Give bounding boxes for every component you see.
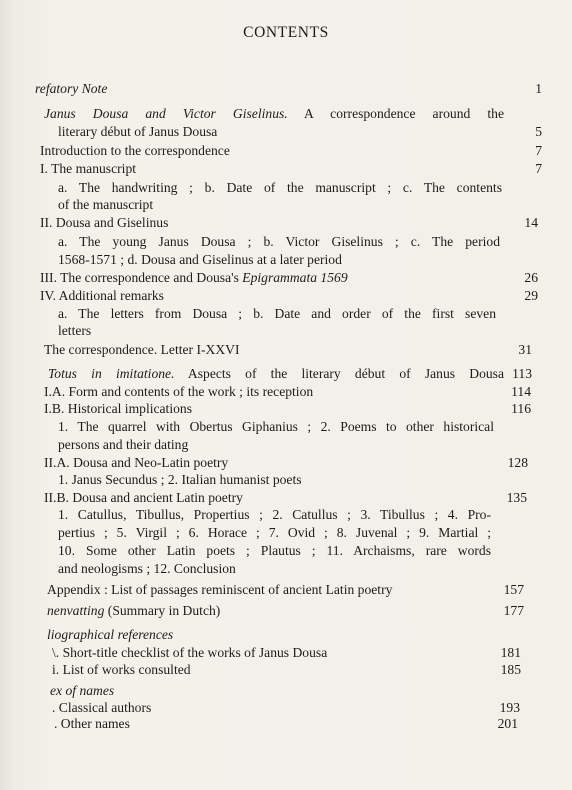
toc-page-number: 114 bbox=[511, 384, 531, 399]
toc-entry bbox=[50, 683, 114, 699]
toc-entry bbox=[40, 270, 348, 286]
toc-entry-text: II.A. Dousa and Neo-Latin poetry bbox=[44, 455, 229, 470]
toc-page-number: 181 bbox=[500, 645, 521, 660]
toc-page-number: 201 bbox=[497, 716, 518, 731]
toc-entry bbox=[35, 81, 107, 97]
toc-entry bbox=[54, 716, 130, 732]
toc-page-number: 1 bbox=[535, 81, 542, 96]
toc-entry bbox=[40, 161, 136, 177]
toc-entry-text: Aspects of the literary début of Janus Dousa bbox=[174, 366, 504, 381]
toc-entry-text: pertius ; 5. Virgil ; 6. Horace ; 7. Ovid ; 8. Juvenal ; 9. Martial ; bbox=[58, 525, 491, 540]
toc-entry-text: a. The young Janus Dousa ; b. Victor Giselinus ; c. The period bbox=[58, 234, 500, 249]
toc-entry bbox=[58, 561, 236, 577]
toc-entry-text: I. The manuscript bbox=[40, 161, 137, 176]
toc-entry bbox=[44, 106, 504, 122]
toc-entry bbox=[58, 419, 494, 435]
toc-entry bbox=[52, 662, 191, 678]
toc-entry-text: II.B. Dousa and ancient Latin poetry bbox=[44, 490, 243, 505]
toc-page-number: 128 bbox=[507, 455, 528, 470]
toc-entry-text: i. List of works consulted bbox=[52, 662, 191, 677]
toc-entry bbox=[40, 215, 168, 231]
toc-entry-text: 10. Some other Latin poets ; Plautus ; 11. Archaisms, rare words bbox=[58, 543, 491, 558]
toc-page-number: 135 bbox=[506, 490, 527, 505]
toc-entry-text: 1. The quarrel with Obertus Giphanius ; 2. Poems to other historical bbox=[58, 419, 494, 434]
toc-entry bbox=[47, 582, 392, 598]
toc-entry-text: of the manuscript bbox=[58, 197, 154, 212]
toc-entry-text: Introduction to the correspondence bbox=[40, 143, 230, 158]
toc-entry-italic-text: refatory Note bbox=[35, 81, 108, 96]
toc-page-number: 116 bbox=[511, 401, 531, 416]
toc-entry-italic-text: ex of names bbox=[50, 683, 115, 698]
toc-entry-text: literary début of Janus Dousa bbox=[58, 124, 218, 139]
toc-page-number: 29 bbox=[524, 288, 538, 303]
toc-page-number: 193 bbox=[499, 700, 520, 715]
toc-entry bbox=[40, 288, 164, 304]
toc-entry-text: The correspondence. Letter I-XXVI bbox=[44, 342, 240, 357]
toc-entry-text: . Classical authors bbox=[52, 700, 152, 715]
toc-entry-text: a. The handwriting ; b. Date of the manuscript ; c. The contents bbox=[58, 180, 502, 195]
toc-entry-text: I.B. Historical implications bbox=[44, 401, 192, 416]
toc-entry bbox=[44, 384, 313, 400]
toc-entry-text: letters bbox=[58, 323, 92, 338]
toc-entry bbox=[58, 306, 496, 322]
toc-entry-italic-text: nenvatting bbox=[47, 603, 105, 618]
toc-entry-text: 1. Janus Secundus ; 2. Italian humanist poets bbox=[58, 472, 302, 487]
toc-entry-italic-text: liographical references bbox=[47, 627, 174, 642]
toc-entry bbox=[58, 234, 500, 250]
toc-entry-text: Appendix : List of passages reminiscent of ancient Latin poetry bbox=[47, 582, 393, 597]
toc-entry-text: (Summary in Dutch) bbox=[104, 603, 221, 618]
toc-page-number: 26 bbox=[524, 270, 538, 285]
toc-entry bbox=[44, 455, 228, 471]
toc-page-number: 14 bbox=[524, 215, 538, 230]
toc-entry bbox=[48, 366, 504, 382]
toc-entry bbox=[58, 437, 188, 453]
toc-entry-text: persons and their dating bbox=[58, 437, 189, 452]
toc-page-number: 185 bbox=[500, 662, 521, 677]
toc-entry-text: \. Short-title checklist of the works of Janus Dousa bbox=[52, 645, 328, 660]
toc-entry bbox=[47, 603, 220, 619]
toc-entry bbox=[47, 627, 173, 643]
toc-entry bbox=[58, 197, 153, 213]
toc-entry-text: 1. Catullus, Tibullus, Propertius ; 2. Catullus ; 3. Tibullus ; 4. Pro- bbox=[58, 507, 491, 522]
toc-entry bbox=[52, 645, 327, 661]
toc-entry-italic-text: Janus Dousa and Victor Giselinus. bbox=[44, 106, 288, 121]
toc-entry-text: IV. Additional remarks bbox=[40, 288, 164, 303]
toc-page-number: 5 bbox=[535, 124, 542, 139]
toc-entry bbox=[58, 543, 491, 559]
toc-entry bbox=[44, 490, 243, 506]
toc-entry bbox=[58, 252, 342, 268]
toc-page-number: 113 bbox=[512, 366, 532, 381]
toc-entry-text: and neologisms ; 12. Conclusion bbox=[58, 561, 236, 576]
page-title: CONTENTS bbox=[243, 24, 329, 41]
toc-page-number: 157 bbox=[503, 582, 524, 597]
toc-entry-text: I.A. Form and contents of the work ; its reception bbox=[44, 384, 314, 399]
toc-entry-text: II. Dousa and Giselinus bbox=[40, 215, 169, 230]
toc-page-number: 7 bbox=[535, 161, 542, 176]
toc-entry bbox=[58, 323, 91, 339]
toc-page-number: 177 bbox=[503, 603, 524, 618]
toc-entry bbox=[44, 401, 192, 417]
toc-page-number: 7 bbox=[535, 143, 542, 158]
toc-entry bbox=[52, 700, 151, 716]
toc-entry bbox=[58, 124, 217, 140]
toc-entry bbox=[58, 180, 502, 196]
toc-entry-text: III. The correspondence and Dousa's bbox=[40, 270, 243, 285]
toc-entry-text: a. The letters from Dousa ; b. Date and order of the first seven bbox=[58, 306, 496, 321]
toc-entry-text: 1568-1571 ; d. Dousa and Giselinus at a later period bbox=[58, 252, 342, 267]
toc-entry bbox=[40, 143, 230, 159]
toc-page-number: 31 bbox=[518, 342, 532, 357]
toc-entry bbox=[58, 472, 302, 488]
toc-entry-text: . Other names bbox=[54, 716, 130, 731]
toc-entry bbox=[44, 342, 240, 358]
toc-entry-italic-text: Epigrammata 1569 bbox=[242, 270, 348, 285]
toc-entry bbox=[58, 525, 491, 541]
toc-entry-italic-text: Totus in imitatione. bbox=[48, 366, 175, 381]
toc-entry-text: A correspondence around the bbox=[287, 106, 505, 121]
toc-entry bbox=[58, 507, 491, 523]
